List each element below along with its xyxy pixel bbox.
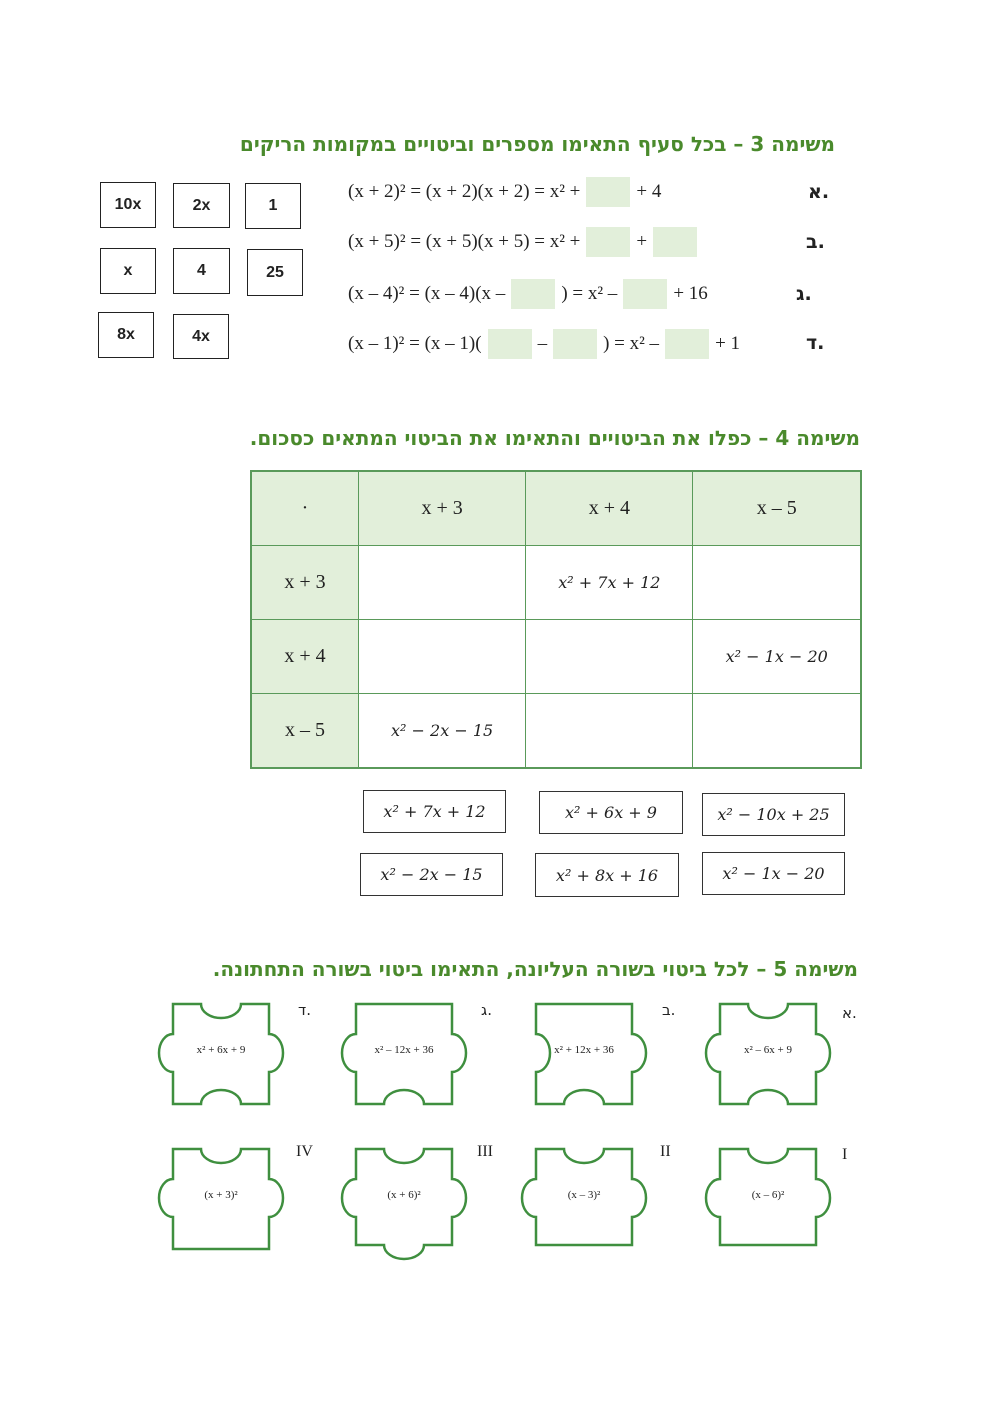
puzzle-label-bet: ב.: [662, 1001, 676, 1019]
table-cell[interactable]: x² + 7x + 12: [526, 546, 693, 620]
puzzle-expression: (x – 3)²: [567, 1189, 601, 1201]
table-cell[interactable]: [526, 694, 693, 769]
equation-row-c: [348, 279, 770, 309]
equation-row-b: [348, 227, 770, 257]
table-corner: ·: [251, 471, 359, 546]
tile-4[interactable]: 4: [173, 248, 230, 294]
row-label-b: ב.: [806, 231, 825, 253]
table-cell[interactable]: x² − 2x − 15: [359, 694, 526, 769]
eq-d-part1: (x – 1)² = (x – 1)(: [348, 333, 482, 354]
answer-card[interactable]: x² − 1x − 20: [702, 852, 845, 895]
row-header: x – 5: [251, 694, 359, 769]
eq-d-part4: + 1: [715, 333, 741, 354]
eq-d-part2: –: [537, 333, 548, 354]
puzzle-piece-top[interactable]: [334, 992, 474, 1122]
table-cell[interactable]: [693, 546, 861, 620]
table-cell[interactable]: [693, 694, 861, 769]
col-header: x + 4: [526, 471, 693, 546]
puzzle-shape-icon: [151, 992, 291, 1122]
table-cell[interactable]: x² − 1x − 20: [693, 620, 861, 694]
eq-b-part1: (x + 5)² = (x + 5)(x + 5) = x² +: [348, 231, 581, 252]
puzzle-label-ii: II: [660, 1143, 671, 1160]
puzzle-piece-bottom[interactable]: [514, 1137, 654, 1267]
puzzle-piece-top[interactable]: [514, 992, 654, 1122]
equation-row-a: [348, 177, 770, 207]
puzzle-expression: x² + 6x + 9: [196, 1044, 246, 1056]
puzzle-expression: x² – 12x + 36: [374, 1044, 434, 1056]
tile-10x[interactable]: 10x: [100, 182, 156, 228]
puzzle-shape-icon: [514, 1137, 654, 1267]
puzzle-shape-icon: [334, 992, 474, 1122]
col-header: x – 5: [693, 471, 861, 546]
col-header: x + 3: [359, 471, 526, 546]
puzzle-piece-bottom[interactable]: [698, 1137, 838, 1267]
puzzle-shape-icon: [151, 1137, 291, 1267]
puzzle-piece-bottom[interactable]: [151, 1137, 291, 1267]
puzzle-label-gimel: ג.: [481, 1001, 492, 1019]
puzzle-piece-top[interactable]: [698, 992, 838, 1122]
puzzle-expression: (x + 3)²: [204, 1189, 238, 1201]
eq-c-part2: ) = x² –: [561, 283, 618, 304]
puzzle-expression: (x + 6)²: [387, 1189, 421, 1201]
row-label-c: ג.: [796, 283, 812, 305]
blank-b-1[interactable]: [586, 227, 630, 257]
puzzle-piece-top[interactable]: [151, 992, 291, 1122]
answer-card[interactable]: x² + 8x + 16: [535, 853, 679, 897]
blank-c-2[interactable]: [623, 279, 667, 309]
answer-card[interactable]: x² − 2x − 15: [360, 853, 503, 896]
tile-8x[interactable]: 8x: [98, 312, 154, 358]
puzzle-piece-bottom[interactable]: [334, 1137, 474, 1267]
puzzle-shape-icon: [698, 1137, 838, 1267]
eq-a-part1: (x + 2)² = (x + 2)(x + 2) = x² +: [348, 181, 581, 202]
eq-a-part2: + 4: [636, 181, 662, 202]
answer-card[interactable]: x² + 7x + 12: [363, 790, 506, 833]
table-cell[interactable]: [359, 620, 526, 694]
eq-b-part2: +: [636, 231, 648, 252]
answer-card[interactable]: x² − 10x + 25: [702, 793, 845, 836]
puzzle-label-dalet: ד.: [298, 1001, 311, 1019]
row-label-a: א.: [808, 181, 830, 203]
tile-25[interactable]: 25: [247, 249, 303, 296]
task4-title: משימה 4 – כפלו את הביטויים והתאימו את הביטוי המתאים כסכום.: [249, 426, 860, 450]
tile-x[interactable]: x: [100, 248, 156, 294]
blank-d-1[interactable]: [488, 329, 532, 359]
table-cell[interactable]: [526, 620, 693, 694]
task5-title: משימה 5 – לכל ביטוי בשורה העליונה, התאימו ביטוי בשורה התחתונה.: [212, 957, 858, 981]
blank-b-2[interactable]: [653, 227, 697, 257]
puzzle-label-iv: IV: [296, 1143, 313, 1160]
blank-d-3[interactable]: [665, 329, 709, 359]
blank-c-1[interactable]: [511, 279, 555, 309]
row-header: x + 4: [251, 620, 359, 694]
tile-2x[interactable]: 2x: [173, 183, 230, 228]
puzzle-label-i: I: [842, 1146, 848, 1163]
blank-d-2[interactable]: [553, 329, 597, 359]
answer-card[interactable]: x² + 6x + 9: [539, 791, 683, 834]
row-label-d: ד.: [806, 332, 825, 354]
blank-a-1[interactable]: [586, 177, 630, 207]
puzzle-expression: x² + 12x + 36: [554, 1044, 614, 1056]
eq-d-part3: ) = x² –: [603, 333, 660, 354]
task3-title: משימה 3 – בכל סעיף התאימו מספרים וביטויים במקומות הריקים: [239, 132, 835, 156]
puzzle-shape-icon: [698, 992, 838, 1122]
row-header: x + 3: [251, 546, 359, 620]
puzzle-expression: x² – 6x + 9: [743, 1044, 792, 1056]
puzzle-shape-icon: [334, 1137, 474, 1267]
puzzle-shape-icon: [514, 992, 654, 1122]
tile-4x[interactable]: 4x: [173, 314, 229, 359]
puzzle-label-alef: א.: [842, 1004, 857, 1022]
puzzle-label-iii: III: [477, 1143, 493, 1160]
eq-c-part3: + 16: [673, 283, 708, 304]
tile-1[interactable]: 1: [245, 183, 301, 229]
table-cell[interactable]: [359, 546, 526, 620]
eq-c-part1: (x – 4)² = (x – 4)(x –: [348, 283, 506, 304]
equation-row-d: [348, 329, 770, 359]
multiplication-table: [250, 470, 862, 769]
puzzle-expression: (x – 6)²: [751, 1189, 785, 1201]
